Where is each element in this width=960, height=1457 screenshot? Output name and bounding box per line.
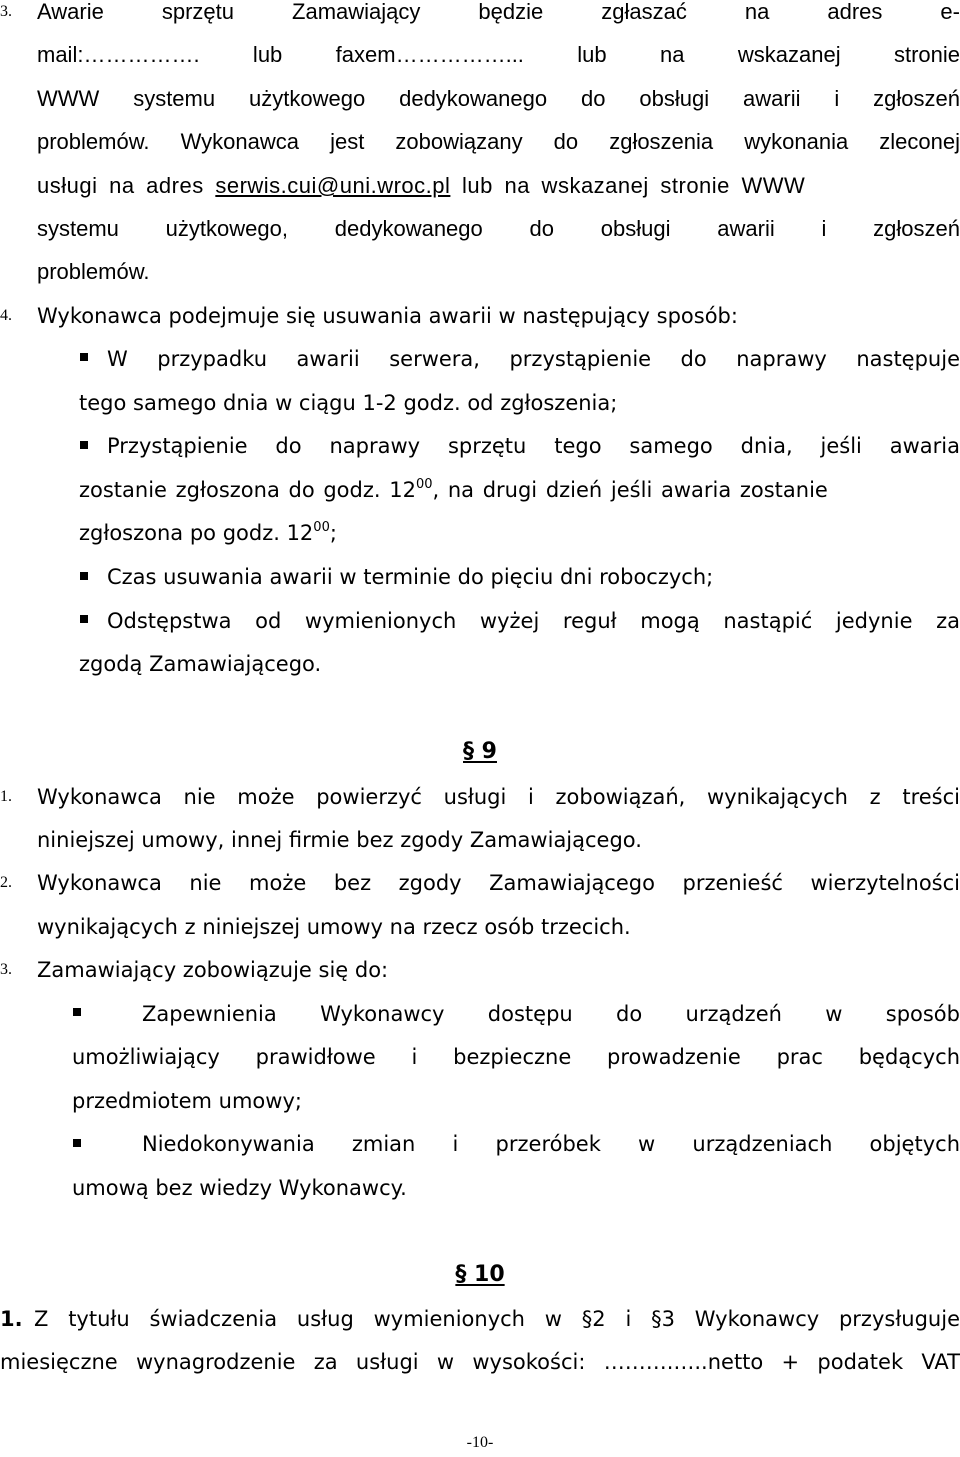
text-line: wynikających z niniejszej umowy na rzecz osób trzecich. (37, 915, 631, 939)
text-line: mail:……………. lub faxem……………... lub na wskazanej stronie (37, 42, 960, 67)
bullet-icon (80, 353, 88, 361)
text-line: Wykonawca nie może powierzyć usługi i zobowiązań, wynikających z treści (37, 785, 960, 809)
text-line: Przystąpienie do naprawy sprzętu tego samego dnia, jeśli awaria (107, 434, 960, 458)
text-line: Czas usuwania awarii w terminie do pięciu dni roboczych; (107, 565, 714, 589)
item-number: 1. (0, 1307, 23, 1331)
text-line: Zamawiający zobowiązuje się do: (37, 958, 389, 982)
item-number: 2. (0, 874, 12, 891)
text-line: zgodą Zamawiającego. (79, 652, 322, 676)
item-number: 3. (0, 961, 12, 978)
text-line: zgłoszona po godz. $12^{00}$; (79, 520, 337, 545)
text-line: Zapewnienia Wykonawcy dostępu do urządzeń w sposób (142, 1002, 960, 1026)
bullet-icon (80, 441, 88, 449)
text-line: Niedokonywania zmian i przeróbek w urządzeniach objętych (142, 1132, 960, 1156)
item-number: 4. (0, 307, 12, 324)
text-line: umową bez wiedzy Wykonawcy. (72, 1176, 407, 1200)
page-number: -10- (466, 1434, 494, 1451)
text-line: WWW systemu użytkowego dedykowanego do obsługi awarii i zgłoszeń (37, 86, 960, 111)
bullet-icon (73, 1139, 81, 1147)
bullet-icon (80, 615, 88, 623)
text-line: zostanie zgłoszona do godz. $12^{00}$, na drugi dzień jeśli awaria zostanie (79, 477, 828, 502)
text-line: miesięczne wynagrodzenie za usługi w wysokości: ……….…..netto + podatek VAT (0, 1350, 960, 1374)
bullet-icon (73, 1008, 81, 1016)
text-line: usługi na adres serwis.cui@uni.wroc.pl lub na wskazanej stronie WWW (37, 173, 806, 198)
text-line: problemów. (37, 259, 150, 284)
text-line: problemów. Wykonawca jest zobowiązany do zgłoszenia wykonania zleconej (37, 129, 960, 154)
bullet-icon (80, 572, 88, 580)
text-line: umożliwiający prawidłowe i bezpieczne prowadzenie prac będących (72, 1045, 960, 1069)
text-line: przedmiotem umowy; (72, 1089, 302, 1113)
text-line: niniejszej umowy, innej firmie bez zgody Zamawiającego. (37, 828, 642, 852)
section-heading: § 9 (463, 739, 497, 764)
email-link[interactable]: serwis.cui@uni.wroc.pl (215, 173, 451, 198)
text-line: systemu użytkowego, dedykowanego do obsługi awarii i zgłoszeń (37, 216, 960, 241)
text-line: Odstępstwa od wymienionych wyżej reguł mogą nastąpić jedynie za (107, 609, 960, 633)
item-number: 1. (0, 788, 12, 805)
text-line: Awarie sprzętu Zamawiający będzie zgłaszać na adres e- (37, 0, 960, 24)
text-line: Wykonawca podejmuje się usuwania awarii w następujący sposób: (37, 304, 738, 328)
item-number: 3. (0, 3, 12, 20)
section-heading: § 10 (455, 1262, 505, 1287)
text-line: W przypadku awarii serwera, przystąpienie do naprawy następuje (107, 347, 960, 371)
text-line: Wykonawca nie może bez zgody Zamawiającego przenieść wierzytelności (37, 871, 960, 895)
text-line: Z tytułu świadczenia usług wymienionych w §2 i §3 Wykonawcy przysługuje (34, 1307, 960, 1331)
text-line: tego samego dnia w ciągu 1-2 godz. od zgłoszenia; (79, 391, 618, 415)
